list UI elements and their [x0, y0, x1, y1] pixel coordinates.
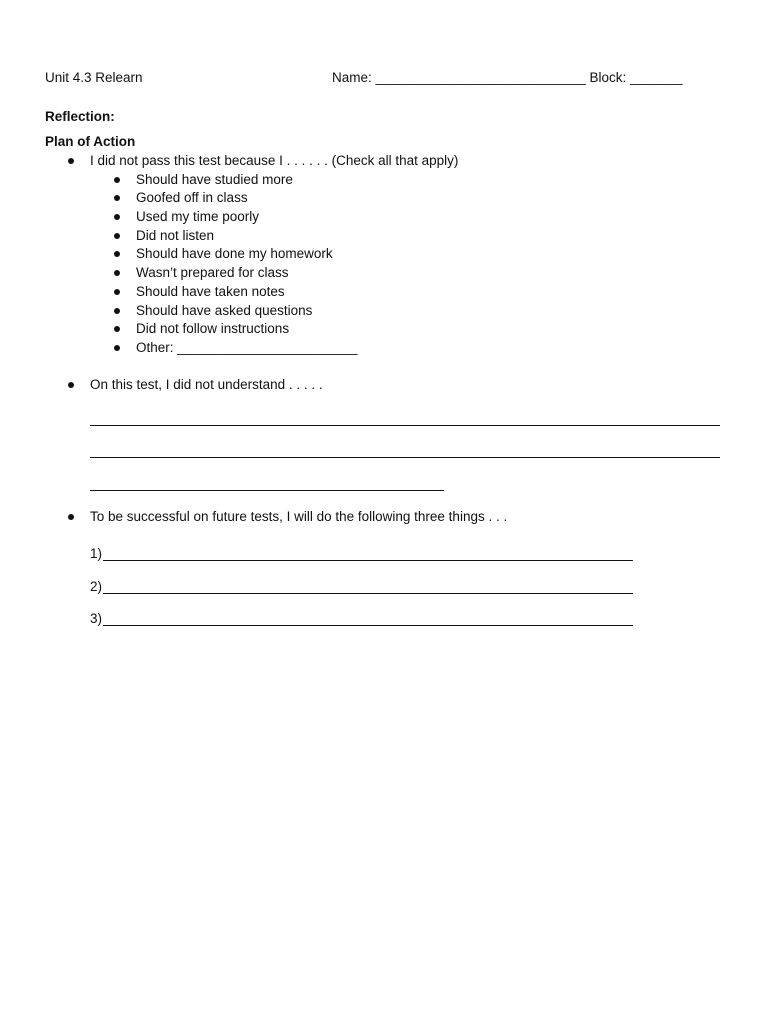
option-homework: Should have done my homework — [136, 246, 333, 261]
item-number-3: 3) — [90, 611, 103, 626]
item-number-2: 2) — [90, 579, 103, 594]
bullet-icon — [68, 514, 74, 520]
option-not-prepared: Wasn’t prepared for class — [136, 265, 289, 280]
question-3-prompt: To be successful on future tests, I will do the following three things . . . — [90, 509, 508, 524]
option-taken-notes: Should have taken notes — [136, 284, 285, 299]
option-follow-instructions: Did not follow instructions — [136, 321, 290, 336]
bullet-icon — [114, 233, 120, 239]
question-1-prompt: I did not pass this test because I . . . . . . (Check all that apply) — [90, 153, 459, 168]
answer-line — [103, 560, 633, 561]
unit-title: Unit 4.3 Relearn — [45, 70, 143, 85]
plan-of-action-heading: Plan of Action — [45, 134, 136, 149]
option-asked-questions: Should have asked questions — [136, 303, 313, 318]
option-studied-more: Should have studied more — [136, 172, 293, 187]
item-number-1: 1) — [90, 546, 103, 561]
bullet-icon — [114, 195, 120, 201]
bullet-icon — [114, 345, 120, 351]
answer-line — [90, 490, 444, 491]
option-did-not-listen: Did not listen — [136, 228, 215, 243]
bullet-icon — [114, 270, 120, 276]
reflection-heading: Reflection: — [45, 109, 115, 124]
bullet-icon — [68, 382, 74, 388]
bullet-icon — [114, 308, 120, 314]
bullet-icon — [68, 158, 74, 164]
answer-line — [103, 593, 633, 594]
answer-line — [103, 625, 633, 626]
option-time-poorly: Used my time poorly — [136, 209, 260, 224]
bullet-icon — [114, 326, 120, 332]
bullet-icon — [114, 177, 120, 183]
option-goofed-off: Goofed off in class — [136, 190, 248, 205]
answer-line — [90, 425, 720, 426]
bullet-icon — [114, 251, 120, 257]
bullet-icon — [114, 289, 120, 295]
question-2-prompt: On this test, I did not understand . . . . . — [90, 377, 323, 392]
answer-line — [90, 457, 720, 458]
option-other: Other: ________________________ — [136, 340, 358, 355]
bullet-icon — [114, 214, 120, 220]
name-block-field: Name: ____________________________ Block: _______ — [332, 70, 683, 85]
